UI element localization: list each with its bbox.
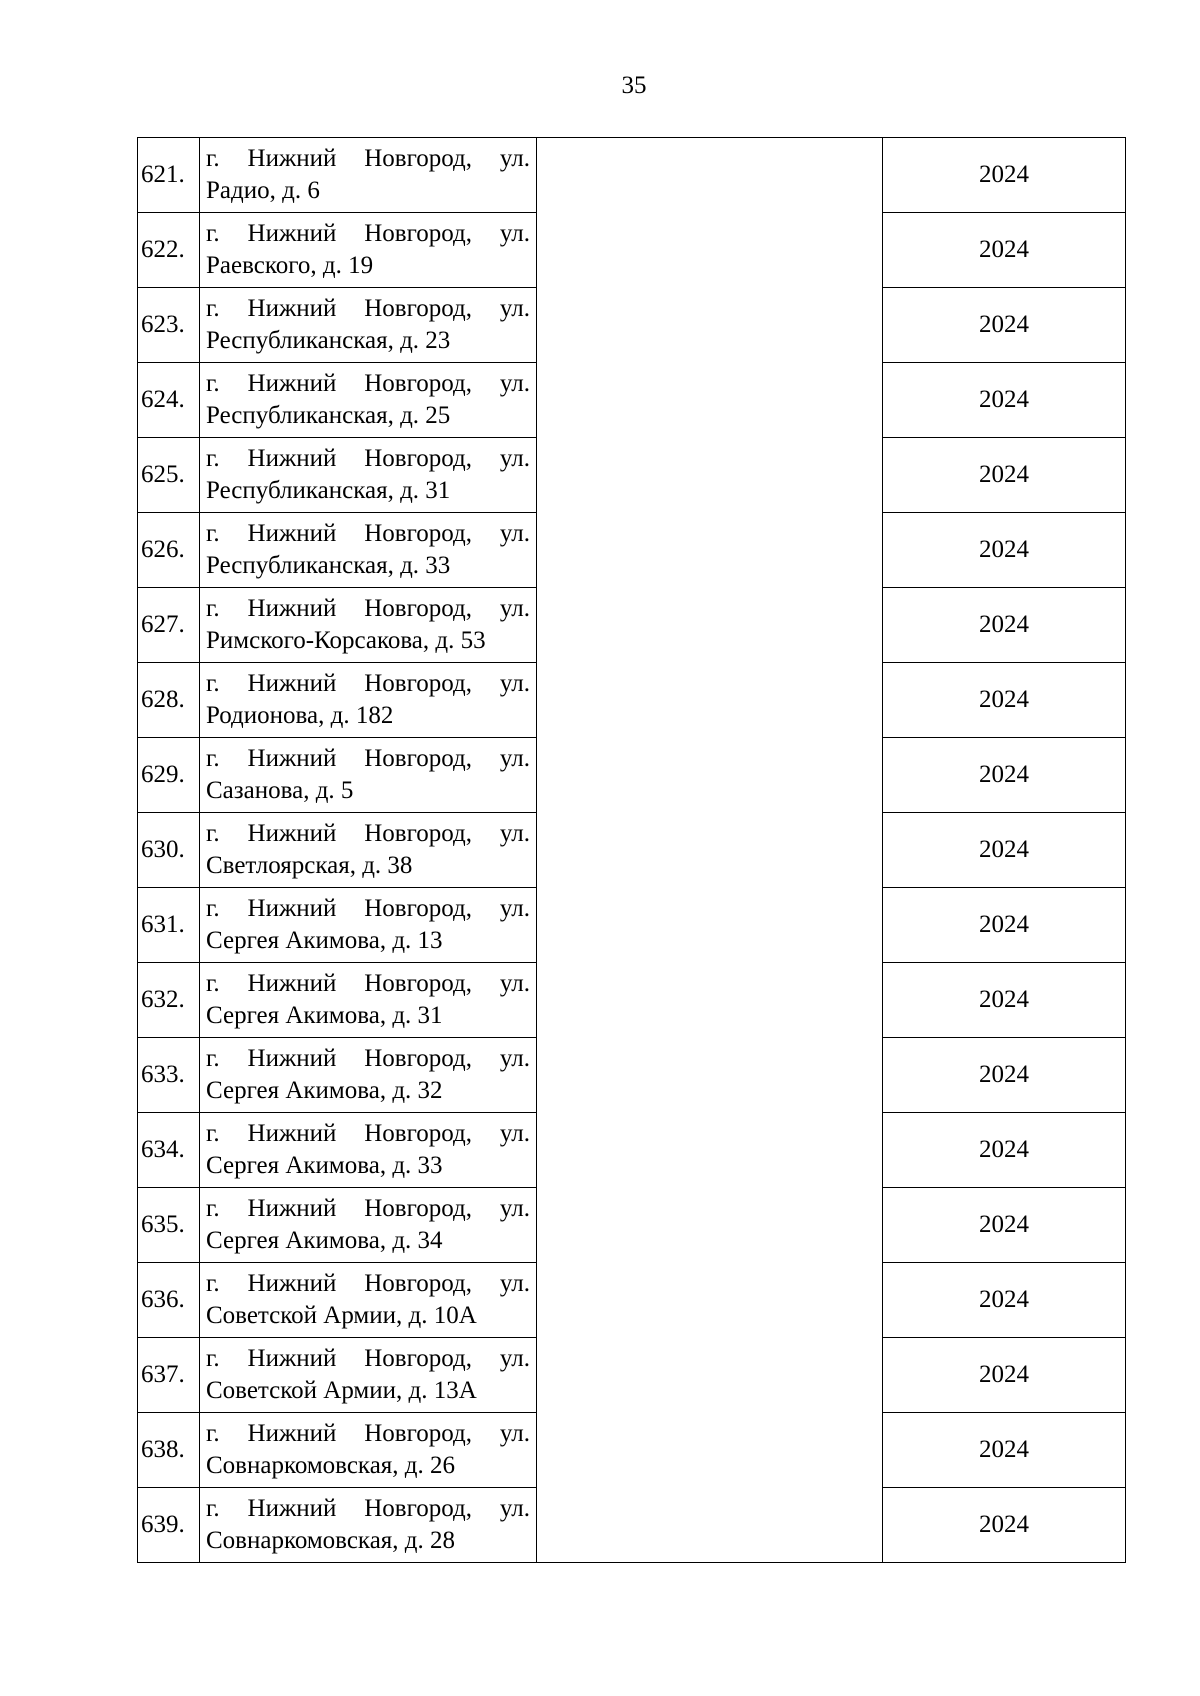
empty-cell (537, 213, 883, 288)
empty-cell (537, 438, 883, 513)
row-number-cell: 634. (138, 1113, 200, 1188)
table-row (138, 213, 1126, 288)
table-row (138, 588, 1126, 663)
address-line-street: Светлоярская, д. 38 (206, 852, 413, 879)
empty-cell (537, 513, 883, 588)
row-number-cell: 629. (138, 738, 200, 813)
address-line-city: г. Нижний Новгород, ул. (206, 670, 530, 697)
year-cell: 2024 (883, 1488, 1126, 1563)
address-line-city: г. Нижний Новгород, ул. (206, 595, 530, 622)
address-line-street: Сергея Акимова, д. 34 (206, 1227, 443, 1254)
empty-cell (537, 963, 883, 1038)
address-line-street: Советской Армии, д. 10А (206, 1302, 477, 1329)
year-cell: 2024 (883, 1263, 1126, 1338)
year-cell: 2024 (883, 213, 1126, 288)
table-row (138, 1263, 1126, 1338)
address-cell (200, 1113, 537, 1188)
table-row (138, 1038, 1126, 1113)
address-line-city: г. Нижний Новгород, ул. (206, 970, 530, 997)
address-cell (200, 513, 537, 588)
row-number-cell: 625. (138, 438, 200, 513)
year-cell: 2024 (883, 513, 1126, 588)
row-number-cell: 631. (138, 888, 200, 963)
year-cell: 2024 (883, 1113, 1126, 1188)
address-cell (200, 663, 537, 738)
row-number-cell: 623. (138, 288, 200, 363)
year-cell: 2024 (883, 963, 1126, 1038)
empty-cell (537, 1038, 883, 1113)
address-line-city: г. Нижний Новгород, ул. (206, 820, 530, 847)
row-number-cell: 637. (138, 1338, 200, 1413)
empty-cell (537, 1263, 883, 1338)
page-number: 35 (621, 72, 647, 99)
address-cell (200, 138, 537, 213)
address-cell (200, 213, 537, 288)
address-line-street: Радио, д. 6 (206, 177, 320, 204)
year-cell: 2024 (883, 1038, 1126, 1113)
table-body (138, 138, 1126, 1563)
table-row (138, 288, 1126, 363)
table-row (138, 1338, 1126, 1413)
address-line-city: г. Нижний Новгород, ул. (206, 220, 530, 247)
address-cell (200, 588, 537, 663)
table-row (138, 1188, 1126, 1263)
address-line-street: Римского-Корсакова, д. 53 (206, 627, 486, 654)
address-line-city: г. Нижний Новгород, ул. (206, 745, 530, 772)
year-cell: 2024 (883, 738, 1126, 813)
empty-cell (537, 888, 883, 963)
address-line-street: Сергея Акимова, д. 13 (206, 927, 443, 954)
table-row (138, 888, 1126, 963)
year-cell: 2024 (883, 363, 1126, 438)
empty-cell (537, 1113, 883, 1188)
address-line-street: Республиканская, д. 31 (206, 477, 451, 504)
address-line-city: г. Нижний Новгород, ул. (206, 1045, 530, 1072)
empty-cell (537, 738, 883, 813)
address-line-city: г. Нижний Новгород, ул. (206, 295, 530, 322)
address-cell (200, 288, 537, 363)
address-line-street: Республиканская, д. 33 (206, 552, 451, 579)
address-line-street: Советской Армии, д. 13А (206, 1377, 477, 1404)
address-line-city: г. Нижний Новгород, ул. (206, 1420, 530, 1447)
table-row (138, 138, 1126, 213)
address-line-city: г. Нижний Новгород, ул. (206, 1120, 530, 1147)
address-cell (200, 363, 537, 438)
year-cell: 2024 (883, 138, 1126, 213)
empty-cell (537, 288, 883, 363)
address-line-street: Сергея Акимова, д. 31 (206, 1002, 443, 1029)
row-number-cell: 630. (138, 813, 200, 888)
year-cell: 2024 (883, 888, 1126, 963)
empty-cell (537, 1188, 883, 1263)
address-line-street: Совнаркомовская, д. 28 (206, 1527, 456, 1554)
address-cell (200, 438, 537, 513)
address-cell (200, 1188, 537, 1263)
address-line-city: г. Нижний Новгород, ул. (206, 445, 530, 472)
address-cell (200, 1263, 537, 1338)
year-cell: 2024 (883, 663, 1126, 738)
address-cell (200, 1413, 537, 1488)
address-line-street: Раевского, д. 19 (206, 252, 374, 279)
address-cell (200, 1338, 537, 1413)
year-cell: 2024 (883, 1338, 1126, 1413)
address-line-street: Совнаркомовская, д. 26 (206, 1452, 456, 1479)
row-number-cell: 626. (138, 513, 200, 588)
address-cell (200, 1038, 537, 1113)
address-line-city: г. Нижний Новгород, ул. (206, 145, 530, 172)
year-cell: 2024 (883, 813, 1126, 888)
empty-cell (537, 1413, 883, 1488)
table-row (138, 738, 1126, 813)
address-line-city: г. Нижний Новгород, ул. (206, 895, 530, 922)
empty-cell (537, 663, 883, 738)
address-table (137, 137, 1126, 1563)
table-row (138, 663, 1126, 738)
year-cell: 2024 (883, 1188, 1126, 1263)
address-line-street: Родионова, д. 182 (206, 702, 394, 729)
address-line-street: Республиканская, д. 25 (206, 402, 451, 429)
address-line-city: г. Нижний Новгород, ул. (206, 1345, 530, 1372)
address-cell (200, 888, 537, 963)
table-row (138, 1413, 1126, 1488)
table-row (138, 813, 1126, 888)
address-line-street: Сазанова, д. 5 (206, 777, 354, 804)
year-cell: 2024 (883, 288, 1126, 363)
year-cell: 2024 (883, 588, 1126, 663)
row-number-cell: 639. (138, 1488, 200, 1563)
empty-cell (537, 363, 883, 438)
table-row (138, 1488, 1126, 1563)
empty-cell (537, 1488, 883, 1563)
row-number-cell: 622. (138, 213, 200, 288)
row-number-cell: 628. (138, 663, 200, 738)
year-cell: 2024 (883, 438, 1126, 513)
address-line-city: г. Нижний Новгород, ул. (206, 1270, 530, 1297)
address-line-city: г. Нижний Новгород, ул. (206, 1195, 530, 1222)
address-line-street: Сергея Акимова, д. 33 (206, 1152, 443, 1179)
row-number-cell: 633. (138, 1038, 200, 1113)
row-number-cell: 627. (138, 588, 200, 663)
address-line-city: г. Нижний Новгород, ул. (206, 370, 530, 397)
address-cell (200, 1488, 537, 1563)
address-line-street: Сергея Акимова, д. 32 (206, 1077, 443, 1104)
table-row (138, 963, 1126, 1038)
row-number-cell: 635. (138, 1188, 200, 1263)
table-row (138, 513, 1126, 588)
address-cell (200, 963, 537, 1038)
address-cell (200, 738, 537, 813)
table-row (138, 363, 1126, 438)
row-number-cell: 638. (138, 1413, 200, 1488)
row-number-cell: 624. (138, 363, 200, 438)
address-line-city: г. Нижний Новгород, ул. (206, 520, 530, 547)
address-cell (200, 813, 537, 888)
address-line-street: Республиканская, д. 23 (206, 327, 451, 354)
row-number-cell: 621. (138, 138, 200, 213)
year-cell: 2024 (883, 1413, 1126, 1488)
empty-cell (537, 138, 883, 213)
empty-cell (537, 1338, 883, 1413)
empty-cell (537, 813, 883, 888)
row-number-cell: 636. (138, 1263, 200, 1338)
address-line-city: г. Нижний Новгород, ул. (206, 1495, 530, 1522)
row-number-cell: 632. (138, 963, 200, 1038)
table-row (138, 438, 1126, 513)
empty-cell (537, 588, 883, 663)
table-row (138, 1113, 1126, 1188)
